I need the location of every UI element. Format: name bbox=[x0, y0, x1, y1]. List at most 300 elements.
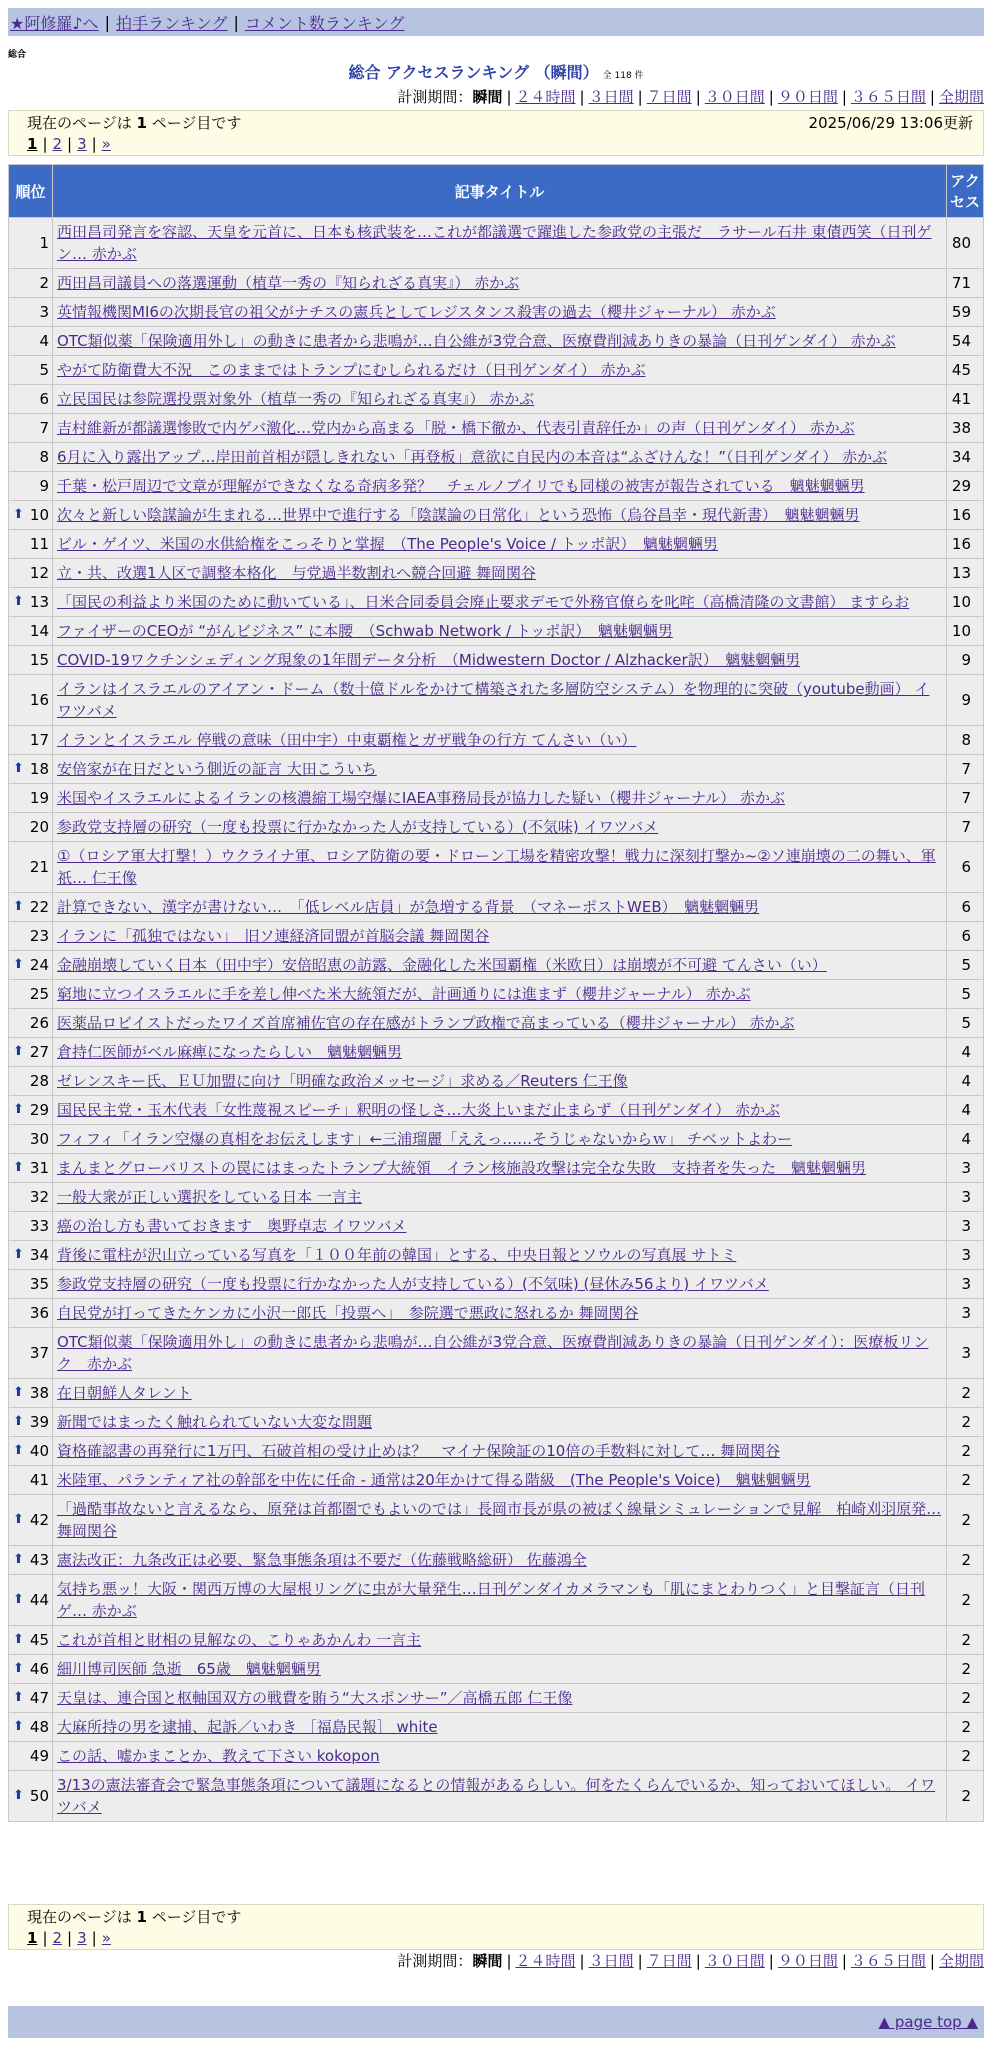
rank-number: 24 bbox=[29, 956, 49, 974]
item-count: 全 118 件 bbox=[602, 71, 644, 81]
access-count: 59 bbox=[947, 298, 984, 327]
rank-number: 30 bbox=[29, 1130, 49, 1148]
period-link[interactable]: 全期間 bbox=[938, 1952, 984, 1970]
title-cell bbox=[53, 1684, 947, 1713]
title-cell bbox=[53, 1067, 947, 1096]
access-count: 71 bbox=[947, 269, 984, 298]
rank-number: 1 bbox=[39, 234, 49, 252]
rank-number: 50 bbox=[29, 1787, 49, 1805]
table-row bbox=[9, 1626, 984, 1655]
table-row bbox=[9, 1379, 984, 1408]
table-row bbox=[9, 501, 984, 530]
rank-up-icon: ⬆ bbox=[13, 1632, 24, 1647]
title-cell bbox=[53, 951, 947, 980]
rank-cell bbox=[9, 1575, 53, 1626]
access-count: 2 bbox=[947, 1379, 984, 1408]
page-status bbox=[27, 112, 241, 133]
access-count: 2 bbox=[947, 1546, 984, 1575]
title-cell bbox=[53, 356, 947, 385]
access-count: 3 bbox=[947, 1241, 984, 1270]
article-link[interactable]: やがて防衛費大不況 このままではトランプにむしられるだけ（日刊ゲンダイ） 赤かぶ bbox=[57, 361, 646, 379]
title-cell bbox=[53, 298, 947, 327]
article-link[interactable]: 参政党支持層の研究（一度も投票に行かなかった人が支持している）(不気味) イワツバメ bbox=[57, 818, 659, 836]
pager-link[interactable]: 2 bbox=[52, 1929, 63, 1947]
title-cell bbox=[53, 980, 947, 1009]
table-row bbox=[9, 218, 984, 269]
access-count: 2 bbox=[947, 1771, 984, 1822]
rank-cell bbox=[9, 1713, 53, 1742]
rank-cell bbox=[9, 1299, 53, 1328]
access-count: 7 bbox=[947, 813, 984, 842]
table-row bbox=[9, 1546, 984, 1575]
article-link[interactable]: 6月に入り露出アップ…岸田前首相が隠しきれない「再登板」意欲に自民内の本音は“ふざけんな！”（日刊ゲンダイ） 赤かぶ bbox=[57, 448, 888, 466]
title-cell bbox=[53, 1742, 947, 1771]
page-status-suffix: ページ目です bbox=[146, 113, 242, 132]
table-row bbox=[9, 784, 984, 813]
rank-number: 34 bbox=[29, 1246, 49, 1264]
article-link[interactable]: 計算できない、漢字が書けない… 「低レベル店員」が急増する背景 （マネーポストWEB） 魑魅魍魎男 bbox=[57, 898, 760, 916]
article-link[interactable]: 自民党が打ってきたケンカに小沢一郎氏「投票へ」 参院選で悪政に怒れるか 舞岡関谷 bbox=[57, 1304, 639, 1322]
rank-cell bbox=[9, 980, 53, 1009]
table-row bbox=[9, 356, 984, 385]
table-row bbox=[9, 951, 984, 980]
title-cell bbox=[53, 646, 947, 675]
article-link[interactable]: ファイザーのCEOが “がんビジネス” に本腰 （Schwab Network / トッポ訳） 魑魅魍魎男 bbox=[57, 622, 673, 640]
rank-cell bbox=[9, 385, 53, 414]
rank-number: 2 bbox=[39, 274, 49, 292]
title-cell bbox=[53, 1009, 947, 1038]
title-cell bbox=[53, 1466, 947, 1495]
rank-number: 45 bbox=[29, 1631, 49, 1649]
article-link[interactable]: 気持ち悪ッ！大阪・関西万博の大屋根リングに虫が大量発生…日刊ゲンダイカメラマンも「肌にまとわりつく」と目撃証言（日刊ゲ… 赤かぶ bbox=[57, 1580, 926, 1620]
article-link[interactable]: 細川博司医師 急逝 65歳 魑魅魍魎男 bbox=[57, 1660, 321, 1678]
rank-number: 11 bbox=[29, 535, 49, 553]
rank-number: 41 bbox=[29, 1471, 49, 1489]
table-row bbox=[9, 1495, 984, 1546]
page-status-prefix: 現在のページは bbox=[27, 113, 137, 132]
pager-link[interactable]: 2 bbox=[52, 135, 63, 153]
period-link[interactable]: ７日間 bbox=[646, 88, 692, 106]
article-link[interactable]: 倉持仁医師がベル麻痺になったらしい 魑魅魍魎男 bbox=[57, 1043, 403, 1061]
table-row bbox=[9, 1408, 984, 1437]
article-link[interactable]: 英情報機関MI6の次期長官の祖父がナチスの憲兵としてレジスタンス殺害の過去（櫻井ジャーナル） 赤かぶ bbox=[57, 303, 776, 321]
page-status-number: 1 bbox=[136, 113, 147, 132]
period-separator: | bbox=[579, 88, 585, 106]
rank-cell bbox=[9, 269, 53, 298]
pager-link[interactable]: » bbox=[101, 135, 111, 153]
article-link[interactable]: 在日朝鮮人タレント bbox=[57, 1384, 192, 1402]
article-link[interactable]: 金融崩壊していく日本（田中宇）安倍昭恵の訪露、金融化した米国覇権（米欧日）は崩壊が不可避 てんさい（い） bbox=[57, 956, 827, 974]
table-row bbox=[9, 813, 984, 842]
rank-number: 39 bbox=[29, 1413, 49, 1431]
rank-cell bbox=[9, 414, 53, 443]
rank-number: 23 bbox=[29, 927, 49, 945]
title-cell bbox=[53, 1183, 947, 1212]
article-link[interactable]: 安倍家が在日だという側近の証言 大田こういち bbox=[57, 760, 377, 778]
rank-cell bbox=[9, 893, 53, 922]
access-count: 3 bbox=[947, 1299, 984, 1328]
access-count: 2 bbox=[947, 1713, 984, 1742]
access-count: 41 bbox=[947, 385, 984, 414]
rank-cell bbox=[9, 1742, 53, 1771]
rank-number: 47 bbox=[29, 1689, 49, 1707]
table-row bbox=[9, 893, 984, 922]
access-count: 2 bbox=[947, 1466, 984, 1495]
title-cell bbox=[53, 813, 947, 842]
rank-number: 28 bbox=[29, 1072, 49, 1090]
access-count: 5 bbox=[947, 951, 984, 980]
article-link[interactable]: 吉村維新が都議選惨敗で内ゲバ激化…党内から高まる「脱・橋下徹か、代表引責辞任か」の声（日刊ゲンダイ） 赤かぶ bbox=[57, 419, 855, 437]
table-row bbox=[9, 472, 984, 501]
period-link[interactable]: ３０日間 bbox=[704, 1952, 765, 1970]
access-count: 34 bbox=[947, 443, 984, 472]
rank-cell bbox=[9, 726, 53, 755]
article-link[interactable]: フィフィ「イラン空爆の真相をお伝えします」←三浦瑠麗「ええっ……そうじゃないからｗ」 チベットよわー bbox=[57, 1130, 792, 1148]
article-link[interactable]: 「国民の利益より米国のために動いている」、日米合同委員会廃止要求デモで外務官僚らを叱咤（高橋清隆の文書館） ますらお bbox=[57, 593, 910, 611]
access-count: 8 bbox=[947, 726, 984, 755]
table-header bbox=[9, 165, 984, 218]
access-count: 7 bbox=[947, 755, 984, 784]
rank-cell bbox=[9, 1466, 53, 1495]
access-count: 2 bbox=[947, 1742, 984, 1771]
title-cell bbox=[53, 559, 947, 588]
rank-cell bbox=[9, 1379, 53, 1408]
page-status-suffix: ページ目です bbox=[146, 1907, 242, 1926]
article-link[interactable]: 西田昌司発言を容認、天皇を元首に、日本も核武装を…これが都議選で躍進した参政党の主張だ ラサール石井 東債西笑（日刊ゲン… 赤かぶ bbox=[57, 223, 932, 263]
rank-number: 7 bbox=[39, 419, 49, 437]
article-link[interactable]: 癌の治し方も書いておきます 奥野卓志 イワツバメ bbox=[57, 1217, 407, 1235]
pager-separator: | bbox=[67, 1929, 73, 1947]
table-row bbox=[9, 617, 984, 646]
rank-cell bbox=[9, 327, 53, 356]
access-count: 2 bbox=[947, 1437, 984, 1466]
article-link[interactable]: 立・共、改選1人区で調整本格化 与党過半数割れへ競合回避 舞岡関谷 bbox=[57, 564, 537, 582]
access-count: 4 bbox=[947, 1096, 984, 1125]
access-count: 6 bbox=[947, 893, 984, 922]
table-row bbox=[9, 443, 984, 472]
rank-number: 25 bbox=[29, 985, 49, 1003]
title-cell bbox=[53, 1626, 947, 1655]
article-link[interactable]: これが首相と財相の見解なの、こりゃあかんわ 一言主 bbox=[57, 1631, 422, 1649]
title-cell bbox=[53, 530, 947, 559]
top-nav bbox=[8, 8, 984, 36]
article-link[interactable]: 背後に電柱が沢山立っている写真を「１００年前の韓国」とする、中央日報とソウルの写真展 サトミ bbox=[57, 1246, 737, 1264]
table-row bbox=[9, 327, 984, 356]
comment-ranking-link[interactable]: コメント数ランキング bbox=[244, 13, 405, 33]
title-cell bbox=[53, 501, 947, 530]
rank-up-icon: ⬆ bbox=[13, 1414, 24, 1429]
table-row bbox=[9, 1437, 984, 1466]
table-row bbox=[9, 1212, 984, 1241]
access-count: 45 bbox=[947, 356, 984, 385]
rank-cell bbox=[9, 1009, 53, 1038]
pager-link[interactable]: 3 bbox=[77, 1929, 87, 1947]
access-count: 54 bbox=[947, 327, 984, 356]
page-title-text: 総合 アクセスランキング （瞬間） bbox=[348, 63, 599, 82]
title-cell bbox=[53, 1154, 947, 1183]
table-row bbox=[9, 559, 984, 588]
period-link[interactable]: ２４時間 bbox=[515, 88, 576, 106]
table-row bbox=[9, 755, 984, 784]
period-separator: | bbox=[929, 1952, 935, 1970]
table-row bbox=[9, 1038, 984, 1067]
article-link[interactable]: OTC類似薬「保険適用外し」の動きに患者から悲鳴が…自公維が3党合意、医療費削減ありきの暴論（日刊ゲンダイ）：医療板リンク 赤かぶ bbox=[57, 1333, 929, 1373]
page-title bbox=[0, 60, 992, 83]
page-status-row bbox=[9, 111, 983, 133]
table-row bbox=[9, 726, 984, 755]
category-label: 総合 bbox=[8, 50, 27, 60]
access-count: 2 bbox=[947, 1626, 984, 1655]
rank-cell bbox=[9, 617, 53, 646]
title-cell bbox=[53, 1495, 947, 1546]
period-link[interactable]: ９０日間 bbox=[777, 88, 838, 106]
table-row bbox=[9, 1771, 984, 1822]
period-link[interactable]: ９０日間 bbox=[777, 1952, 838, 1970]
title-cell bbox=[53, 1655, 947, 1684]
table-row bbox=[9, 1067, 984, 1096]
access-count: 2 bbox=[947, 1655, 984, 1684]
access-count: 2 bbox=[947, 1575, 984, 1626]
pager-separator: | bbox=[91, 135, 97, 153]
rank-cell bbox=[9, 559, 53, 588]
period-separator: | bbox=[579, 1952, 585, 1970]
table-row bbox=[9, 1575, 984, 1626]
access-count: 4 bbox=[947, 1038, 984, 1067]
article-link[interactable]: 国民民主党・玉木代表「女性蔑視スピーチ」釈明の怪しさ…大炎上いまだ止まらず（日刊ゲンダイ） 赤かぶ bbox=[57, 1101, 780, 1119]
article-link[interactable]: OTC類似薬「保険適用外し」の動きに患者から悲鳴が…自公維が3党合意、医療費削減ありきの暴論（日刊ゲンダイ） 赤かぶ bbox=[57, 332, 896, 350]
title-cell bbox=[53, 922, 947, 951]
rank-cell bbox=[9, 813, 53, 842]
period-link[interactable]: ３日間 bbox=[588, 1952, 634, 1970]
article-link[interactable]: 千葉・松戸周辺で文章が理解ができなくなる奇病多発？ チェルノブイリでも同様の被害が報告されている 魑魅魍魎男 bbox=[57, 477, 865, 495]
rank-number: 40 bbox=[29, 1442, 49, 1460]
period-selector-bottom bbox=[397, 1950, 984, 1971]
title-cell bbox=[53, 784, 947, 813]
table-row bbox=[9, 1096, 984, 1125]
page-status bbox=[27, 1906, 241, 1927]
rank-cell bbox=[9, 298, 53, 327]
article-link[interactable]: 憲法改正：九条改正は必要、緊急事態条項は不要だ（佐藤戦略総研） 佐藤鴻全 bbox=[57, 1551, 587, 1569]
rank-up-icon: ⬆ bbox=[13, 957, 24, 972]
rank-up-icon: ⬆ bbox=[13, 1385, 24, 1400]
access-count: 4 bbox=[947, 1067, 984, 1096]
article-link[interactable]: 次々と新しい陰謀論が生まれる…世界中で進行する「陰謀論の日常化」という恐怖（烏谷昌幸・現代新書） 魑魅魍魎男 bbox=[57, 506, 860, 524]
rank-number: 46 bbox=[29, 1660, 49, 1678]
pager-link[interactable]: 3 bbox=[77, 135, 87, 153]
table-row bbox=[9, 1009, 984, 1038]
period-link[interactable]: 全期間 bbox=[938, 88, 984, 106]
pager-link[interactable]: » bbox=[101, 1929, 111, 1947]
rank-cell bbox=[9, 472, 53, 501]
article-link[interactable]: 一般大衆が正しい選択をしている日本 一言主 bbox=[57, 1188, 362, 1206]
period-separator: | bbox=[637, 1952, 643, 1970]
access-count: 4 bbox=[947, 1125, 984, 1154]
article-link[interactable]: 大麻所持の男を逮捕、起訴／いわき ［福島民報］ white bbox=[57, 1718, 438, 1736]
title-cell bbox=[53, 1241, 947, 1270]
article-link[interactable]: ビル・ゲイツ、米国の水供給権をこっそりと掌握 （The People's Voice / トッポ訳） 魑魅魍魎男 bbox=[57, 535, 718, 553]
access-count: 3 bbox=[947, 1183, 984, 1212]
rank-number: 5 bbox=[39, 361, 49, 379]
period-separator: | bbox=[695, 88, 701, 106]
rank-up-icon: ⬆ bbox=[13, 1788, 24, 1803]
access-count: 5 bbox=[947, 1009, 984, 1038]
period-link[interactable]: ３０日間 bbox=[704, 88, 765, 106]
table-row bbox=[9, 385, 984, 414]
rank-number: 17 bbox=[29, 731, 49, 749]
page-info-bottom bbox=[8, 1904, 984, 1950]
rank-cell bbox=[9, 784, 53, 813]
rank-cell bbox=[9, 1546, 53, 1575]
page-top-link[interactable]: ▲ page top ▲ bbox=[878, 2013, 978, 2031]
access-count: 80 bbox=[947, 218, 984, 269]
pager-current: 1 bbox=[27, 135, 38, 153]
table-row bbox=[9, 1655, 984, 1684]
table-row bbox=[9, 1241, 984, 1270]
rank-number: 44 bbox=[29, 1591, 49, 1609]
title-cell bbox=[53, 1212, 947, 1241]
title-cell bbox=[53, 1771, 947, 1822]
article-link[interactable]: ①（ロシア軍大打撃！）ウクライナ軍、ロシア防衛の要・ドローン工場を精密攻撃！戦力に深刻打撃か~②ソ連崩壊の二の舞い、軍祇… 仁王像 bbox=[57, 847, 936, 887]
article-link[interactable]: ゼレンスキー氏、ＥＵ加盟に向け「明確な政治メッセージ」求める／Reuters 仁王像 bbox=[57, 1072, 628, 1090]
article-link[interactable]: 資格確認書の再発行に1万円、石破首相の受け止めは？ マイナ保険証の10倍の手数料に対して… 舞岡関谷 bbox=[57, 1442, 781, 1460]
article-link[interactable]: COVID-19ワクチンシェディング現象の1年間データ分析 （Midwestern Doctor / Alzhacker訳） 魑魅魍魎男 bbox=[57, 651, 801, 669]
rank-up-icon: ⬆ bbox=[13, 1247, 24, 1262]
period-link[interactable]: ２４時間 bbox=[515, 1952, 576, 1970]
access-count: 5 bbox=[947, 980, 984, 1009]
article-link[interactable]: イランに「孤独ではない」 旧ソ連経済同盟が首脳会議 舞岡関谷 bbox=[57, 927, 490, 945]
period-link[interactable]: ３６５日間 bbox=[850, 1952, 926, 1970]
table-row bbox=[9, 1742, 984, 1771]
access-count: 2 bbox=[947, 1495, 984, 1546]
article-link[interactable]: 天皇は、連合国と枢軸国双方の戦費を賄う“大スポンサー”／高橋五郎 仁王像 bbox=[57, 1689, 573, 1707]
rank-cell bbox=[9, 951, 53, 980]
article-link[interactable]: この話、嘘かまことか、教えて下さい kokopon bbox=[57, 1747, 380, 1765]
article-link[interactable]: 新聞ではまったく触れられていない大変な問題 bbox=[57, 1413, 373, 1431]
period-separator: | bbox=[695, 1952, 701, 1970]
rank-number: 37 bbox=[29, 1344, 49, 1362]
title-cell bbox=[53, 1575, 947, 1626]
title-cell bbox=[53, 617, 947, 646]
access-count: 6 bbox=[947, 922, 984, 951]
period-label: 計測期間： bbox=[397, 88, 473, 106]
table-row bbox=[9, 980, 984, 1009]
rank-up-icon: ⬆ bbox=[13, 1102, 24, 1117]
article-link[interactable]: 米国やイスラエルによるイランの核濃縮工場空爆にIAEA事務局長が協力した疑い（櫻井ジャーナル） 赤かぶ bbox=[57, 789, 785, 807]
rank-cell bbox=[9, 1154, 53, 1183]
rank-number: 42 bbox=[29, 1511, 49, 1529]
rank-cell bbox=[9, 1684, 53, 1713]
rank-cell bbox=[9, 1495, 53, 1546]
rank-cell bbox=[9, 218, 53, 269]
nav-separator: | bbox=[233, 12, 239, 32]
rank-cell bbox=[9, 1270, 53, 1299]
article-link[interactable]: イランとイスラエル 停戦の意味（田中宇）中東覇権とガザ戦争の行方 てんさい（い） bbox=[57, 731, 637, 749]
rank-number: 19 bbox=[29, 789, 49, 807]
article-link[interactable]: 3/13の憲法審査会で緊急事態条項について議題になるとの情報があるらしい。何をたくらんでいるか、知っておいてほしい。 イワツバメ bbox=[57, 1776, 936, 1816]
table-row bbox=[9, 1183, 984, 1212]
rank-up-icon: ⬆ bbox=[13, 761, 24, 776]
rank-cell bbox=[9, 1771, 53, 1822]
page-status-row bbox=[9, 1905, 983, 1927]
table-row bbox=[9, 588, 984, 617]
table-row bbox=[9, 1328, 984, 1379]
rank-cell bbox=[9, 842, 53, 893]
title-cell bbox=[53, 1379, 947, 1408]
rank-number: 21 bbox=[29, 858, 49, 876]
period-label: 計測期間： bbox=[397, 1952, 473, 1970]
table-row bbox=[9, 1466, 984, 1495]
rank-up-icon: ⬆ bbox=[13, 507, 24, 522]
rank-number: 32 bbox=[29, 1188, 49, 1206]
rank-cell bbox=[9, 1408, 53, 1437]
rank-number: 12 bbox=[29, 564, 49, 582]
period-separator: | bbox=[506, 88, 512, 106]
title-cell bbox=[53, 893, 947, 922]
access-count: 10 bbox=[947, 617, 984, 646]
rank-cell bbox=[9, 1241, 53, 1270]
period-separator: | bbox=[637, 88, 643, 106]
title-cell bbox=[53, 1038, 947, 1067]
period-link[interactable]: ３６５日間 bbox=[850, 88, 926, 106]
pager-separator: | bbox=[42, 1929, 48, 1947]
title-cell bbox=[53, 443, 947, 472]
article-link[interactable]: イランはイスラエルのアイアン・ドーム（数十億ドルをかけて構築された多層防空システム）を物理的に突破（youtube動画） イワツバメ bbox=[57, 680, 930, 720]
title-cell bbox=[53, 414, 947, 443]
access-count: 2 bbox=[947, 1408, 984, 1437]
title-cell bbox=[53, 842, 947, 893]
ranking-table bbox=[8, 164, 984, 1822]
article-link[interactable]: まんまとグローバリストの罠にはまったトランプ大統領 イラン核施設攻撃は完全な失敗 支持者を失った 魑魅魍魎男 bbox=[57, 1159, 866, 1177]
rank-cell bbox=[9, 530, 53, 559]
article-link[interactable]: 立民国民は参院選投票対象外（植草一秀の『知られざる真実』） 赤かぶ bbox=[57, 390, 535, 408]
article-link[interactable]: 「過酷事故ないと言えるなら、原発は首都圏でもよいのでは」長岡市長が県の被ばく線量シミュレーションで見解 柏崎刈羽原発… 舞岡関谷 bbox=[57, 1500, 942, 1540]
title-cell bbox=[53, 1713, 947, 1742]
rank-cell bbox=[9, 675, 53, 726]
article-link[interactable]: 西田昌司議員への落選運動（植草一秀の『知られざる真実』） 赤かぶ bbox=[57, 274, 520, 292]
rank-cell bbox=[9, 1437, 53, 1466]
title-cell bbox=[53, 1096, 947, 1125]
rank-number: 10 bbox=[29, 506, 49, 524]
home-link[interactable]: ★阿修羅♪へ bbox=[10, 13, 99, 33]
access-count: 9 bbox=[947, 675, 984, 726]
article-link[interactable]: 参政党支持層の研究（一度も投票に行かなかった人が支持している）(不気味) (昼休み56より) イワツバメ bbox=[57, 1275, 769, 1293]
rank-number: 22 bbox=[29, 898, 49, 916]
table-row bbox=[9, 530, 984, 559]
rank-up-icon: ⬆ bbox=[13, 594, 24, 609]
period-link[interactable]: ７日間 bbox=[646, 1952, 692, 1970]
access-header: アクセス bbox=[947, 165, 984, 218]
rank-number: 8 bbox=[39, 448, 49, 466]
rank-number: 49 bbox=[29, 1747, 49, 1765]
rank-cell bbox=[9, 588, 53, 617]
table-row bbox=[9, 269, 984, 298]
article-link[interactable]: 米陸軍、パランティア社の幹部を中佐に任命 - 通常は20年かけて得る階級 (The People's Voice) 魑魅魍魎男 bbox=[57, 1471, 811, 1489]
rank-up-icon: ⬆ bbox=[13, 1592, 24, 1607]
clap-ranking-link[interactable]: 拍手ランキング bbox=[115, 13, 228, 33]
title-cell bbox=[53, 1328, 947, 1379]
title-cell bbox=[53, 726, 947, 755]
rank-cell bbox=[9, 755, 53, 784]
article-link[interactable]: 医薬品ロビイストだったワイズ首席補佐官の存在感がトランプ政権で高まっている（櫻井ジャーナル） 赤かぶ bbox=[57, 1014, 795, 1032]
table-row bbox=[9, 675, 984, 726]
article-link[interactable]: 窮地に立つイスラエルに手を差し伸べた米大統領だが、計画通りには進まず（櫻井ジャーナル） 赤かぶ bbox=[57, 985, 751, 1003]
access-count: 3 bbox=[947, 1270, 984, 1299]
rank-number: 20 bbox=[29, 818, 49, 836]
access-count: 13 bbox=[947, 559, 984, 588]
table-row bbox=[9, 414, 984, 443]
period-link[interactable]: ３日間 bbox=[588, 88, 634, 106]
access-count: 16 bbox=[947, 501, 984, 530]
